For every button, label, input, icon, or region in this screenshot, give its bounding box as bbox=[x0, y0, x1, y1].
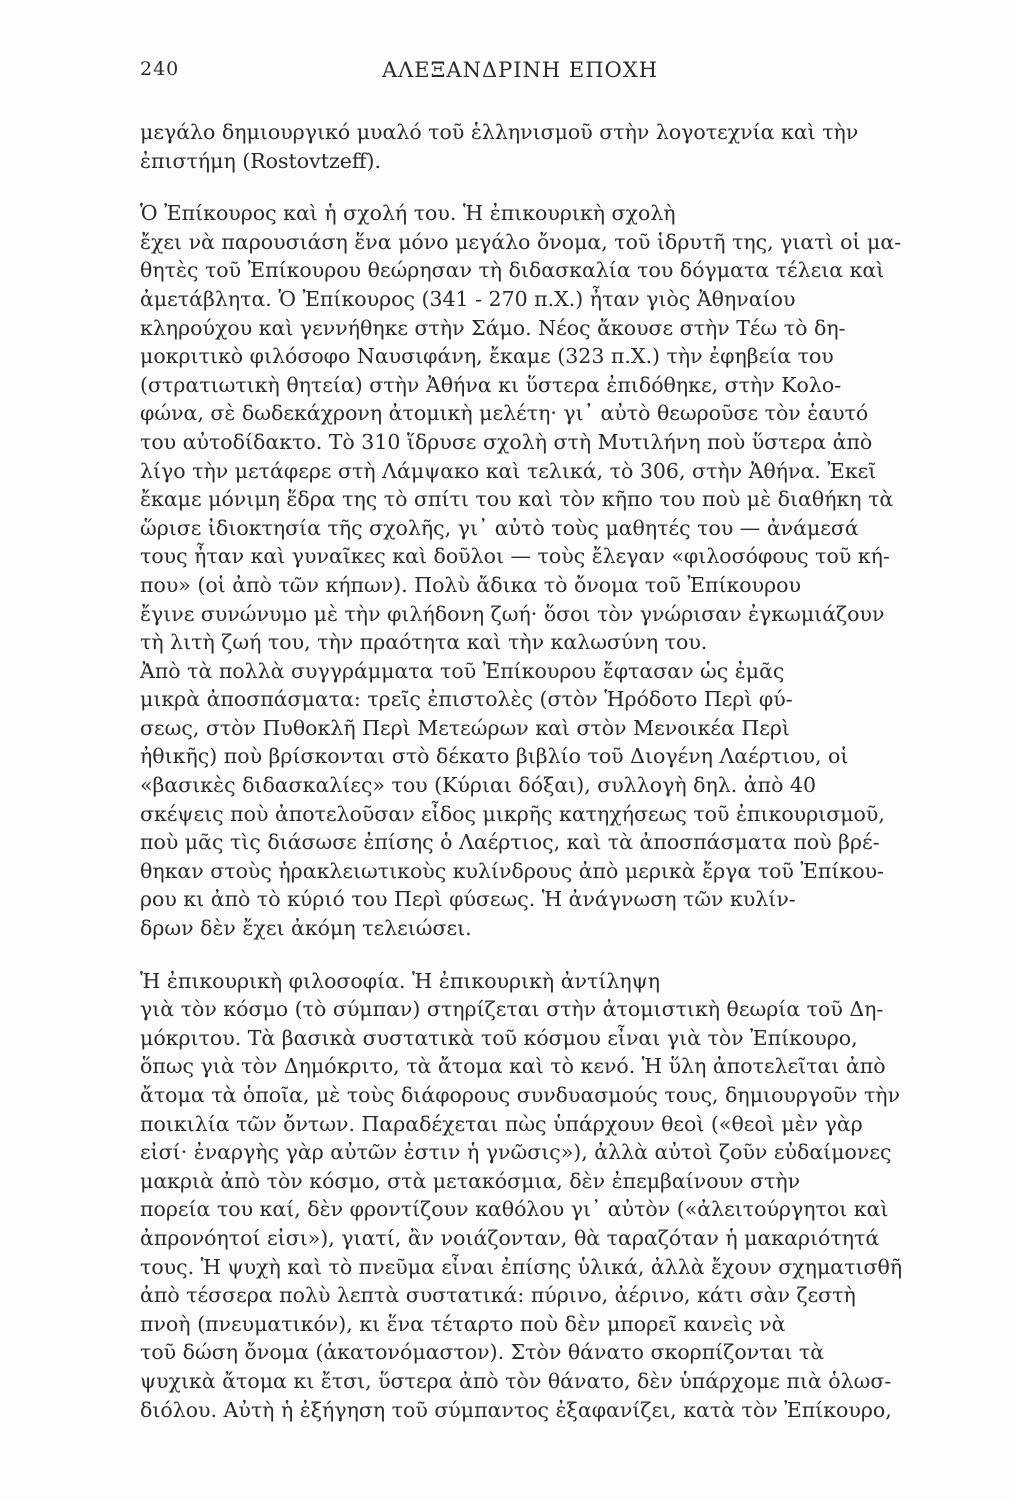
text-line: τους. Ἡ ψυχὴ καὶ τὸ πνεῦμα εἶναι ἐπίσης ὑλικά, ἀλλὰ ἔχουν σχηματισθῆ bbox=[140, 1254, 903, 1279]
text-line: κληρούχου καὶ γεννήθηκε στὴν Σάμο. Νέος ἄκουσε στὴν Τέω τὸ δη- bbox=[140, 315, 846, 340]
text-line: ρου κι ἀπὸ τὸ κύριό του Περὶ φύσεως. Ἡ ἀνάγνωση τῶν κυλίν- bbox=[140, 887, 796, 912]
text-line: θηκαν στοὺς ἡρακλειωτικοὺς κυλίνδρους ἀπὸ μερικὰ ἔργα τοῦ Ἐπίκου- bbox=[140, 858, 884, 883]
text-line: Ἀπὸ τὰ πολλὰ συγγράμματα τοῦ Ἐπίκουρου ἔφτασαν ὡς ἐμᾶς bbox=[140, 658, 785, 683]
text-line: λίγο τὴν μετάφερε στὴ Λάμψακο καὶ τελικά, τὸ 306, στὴν Ἀθήνα. Ἐκεῖ bbox=[140, 458, 877, 483]
text-line: δρων δὲν ἔχει ἀκόμη τελειώσει. bbox=[140, 916, 472, 941]
section-epicurean-philosophy bbox=[140, 967, 910, 1425]
text-line: πνοὴ (πνευματικόν), κι ἕνα τέταρτο ποὺ δὲν μπορεῖ κανεὶς νὰ bbox=[140, 1311, 786, 1336]
text-line: διόλου. Αὐτὴ ἡ ἐξήγηση τοῦ σύμπαντος ἐξαφανίζει, κατὰ τὸν Ἐπίκουρο, bbox=[140, 1397, 892, 1422]
text-line: θητὲς τοῦ Ἐπίκουρου θεώρησαν τὴ διδασκαλία του δόγματα τέλεια καὶ bbox=[140, 258, 885, 283]
text-line: πορεία του καί, δὲν φροντίζουν καθόλου γι᾽ αὐτὸν («ἀλειτούργητοι καὶ bbox=[140, 1197, 889, 1222]
text-line: μικρὰ ἀποσπάσματα: τρεῖς ἐπιστολὲς (στὸν Ἡρόδοτο Περὶ φύ- bbox=[140, 687, 793, 712]
text-line: ἀπὸ τέσσερα πολὺ λεπτὰ συστατικά: πύρινο, ἀέρινο, κάτι σὰν ζεστὴ bbox=[140, 1283, 856, 1308]
text-line: φώνα, σὲ δωδεκάχρονη ἀτομικὴ μελέτη· γι᾽ αὐτὸ θεωροῦσε τὸν ἑαυτό bbox=[140, 401, 869, 426]
text-line: του αὐτοδίδακτο. Τὸ 310 ἵδρυσε σχολὴ στὴ Μυτιλήνη ποὺ ὕστερα ἀπὸ bbox=[140, 429, 873, 454]
text-line: ἄτομα τὰ ὁποῖα, μὲ τοὺς διάφορους συνδυασμούς τους, δημιουργοῦν τὴν bbox=[140, 1083, 901, 1107]
text-line: ποικιλία τῶν ὄντων. Παραδέχεται πὼς ὑπάρχουν θεοὶ («θεοὶ μὲν γὰρ bbox=[140, 1111, 863, 1136]
text-line: ὅπως γιὰ τὸν Δημόκριτο, τὰ ἄτομα καὶ τὸ κενό. Ἡ ὕλη ἀποτελεῖται ἀπὸ bbox=[140, 1054, 886, 1079]
text-line: μοκριτικὸ φιλόσοφο Ναυσιφάνη, ἔκαμε (323 π.Χ.) τὴν ἐφηβεία του bbox=[140, 344, 834, 369]
text-line: εἰσί· ἐναργὴς γὰρ αὐτῶν ἐστιν ἡ γνῶσις»), ἀλλὰ αὐτοὶ ζοῦν εὐδαίμονες bbox=[140, 1140, 892, 1165]
page-number: 240 bbox=[140, 58, 180, 80]
paragraph-continuation bbox=[140, 118, 910, 175]
text-line: μακριὰ ἀπὸ τὸν κόσμο, στὰ μετακόσμια, δὲν ἐπεμβαίνουν στὴν bbox=[140, 1168, 801, 1193]
text-line: ἠθικῆς) ποὺ βρίσκονται στὸ δέκατο βιβλίο τοῦ Διογένη Λαέρτιου, οἱ bbox=[140, 744, 849, 769]
text-line: μεγάλο δημιουργικό μυαλό τοῦ ἑλληνισμοῦ στὴν λογοτεχνία καὶ τὴν bbox=[140, 120, 859, 144]
text-line: ὥρισε ἰδιοκτησία τῆς σχολῆς, γι᾽ αὐτὸ τοὺς μαθητές του — ἀνάμεσά bbox=[140, 515, 859, 540]
text-line: «βασικὲς διδασκαλίες» του (Κύριαι δόξαι), συλλογὴ δηλ. ἀπὸ 40 bbox=[140, 773, 817, 798]
running-title: ΑΛΕΞΑΝΔΡΙΝΗ ΕΠΟΧΗ bbox=[381, 58, 659, 82]
text-line: Ἡ ἐπικουρικὴ φιλοσοφία. Ἡ ἐπικουρικὴ ἀντίληψη bbox=[140, 968, 661, 993]
page-header bbox=[140, 58, 900, 88]
text-line: Ὁ Ἐπίκουρος καὶ ἡ σχολή του. Ἡ ἐπικουρικὴ σχολὴ bbox=[140, 201, 676, 226]
text-line: γιὰ τὸν κόσμο (τὸ σύμπαν) στηρίζεται στὴν ἀτομιστικὴ θεωρία τοῦ Δη- bbox=[140, 997, 884, 1022]
text-line: ἔχει νὰ παρουσιάση ἕνα μόνο μεγάλο ὄνομα, τοῦ ἱδρυτῆ της, γιατὶ οἱ μα- bbox=[140, 229, 902, 254]
text-line: τὴ λιτὴ ζωή του, τὴν πραότητα καὶ τὴν καλωσύνη του. bbox=[140, 630, 708, 655]
text-line: σεως, στὸν Πυθοκλῆ Περὶ Μετεώρων καὶ στὸν Μενοικέα Περὶ bbox=[140, 715, 790, 740]
text-line: σκέψεις ποὺ ἀποτελοῦσαν εἶδος μικρῆς κατηχήσεως τοῦ ἐπικουρισμοῦ, bbox=[140, 801, 885, 826]
text-line: (στρατιωτικὴ θητεία) στὴν Ἀθήνα κι ὕστερα ἐπιδόθηκε, στὴν Κολο- bbox=[140, 372, 842, 397]
text-line: ψυχικὰ ἄτομα κι ἔτσι, ὕστερα ἀπὸ τὸν θάνατο, δὲν ὑπάρχομε πιὰ ὁλωσ- bbox=[140, 1368, 892, 1393]
text-line: ἀπρονόητοί εἰσι»), γιατί, ἂν νοιάζονταν, θὰ ταραζόταν ἡ μακαριότητά bbox=[140, 1225, 880, 1250]
body-text bbox=[140, 118, 910, 1424]
text-line: τοῦ δώση ὄνομα (ἀκατονόμαστον). Στὸν θάνατο σκορπίζονται τὰ bbox=[140, 1340, 825, 1365]
text-line: που» (οἱ ἀπὸ τῶν κήπων). Πολὺ ἄδικα τὸ ὄνομα τοῦ Ἐπίκουρου bbox=[140, 572, 801, 597]
text-line: ἐπιστήμη (Rostovtzeff). bbox=[140, 148, 381, 173]
text-line: ἔγινε συνώνυμο μὲ τὴν φιλήδονη ζωή· ὅσοι τὸν γνώρισαν ἐγκωμιάζουν bbox=[140, 601, 885, 626]
text-line: ποὺ μᾶς τὶς διάσωσε ἐπίσης ὁ Λαέρτιος, καὶ τὰ ἀποσπάσματα ποὺ βρέ- bbox=[140, 830, 880, 855]
text-line: ἔκαμε μόνιμη ἕδρα της τὸ σπίτι του καὶ τὸν κῆπο του ποὺ μὲ διαθήκη τὰ bbox=[140, 487, 894, 512]
text-line: τους ἦταν καὶ γυναῖκες καὶ δοῦλοι — τοὺς ἔλεγαν «φιλοσόφους τοῦ κή- bbox=[140, 544, 890, 569]
section-epicurus-school bbox=[140, 199, 910, 942]
text-line: ἀμετάβλητα. Ὁ Ἐπίκουρος (341 - 270 π.Χ.) ἦταν γιὸς Ἀθηναίου bbox=[140, 286, 796, 311]
text-line: μόκριτου. Τὰ βασικὰ συστατικὰ τοῦ κόσμου εἶναι γιὰ τὸν Ἐπίκουρο, bbox=[140, 1025, 858, 1050]
